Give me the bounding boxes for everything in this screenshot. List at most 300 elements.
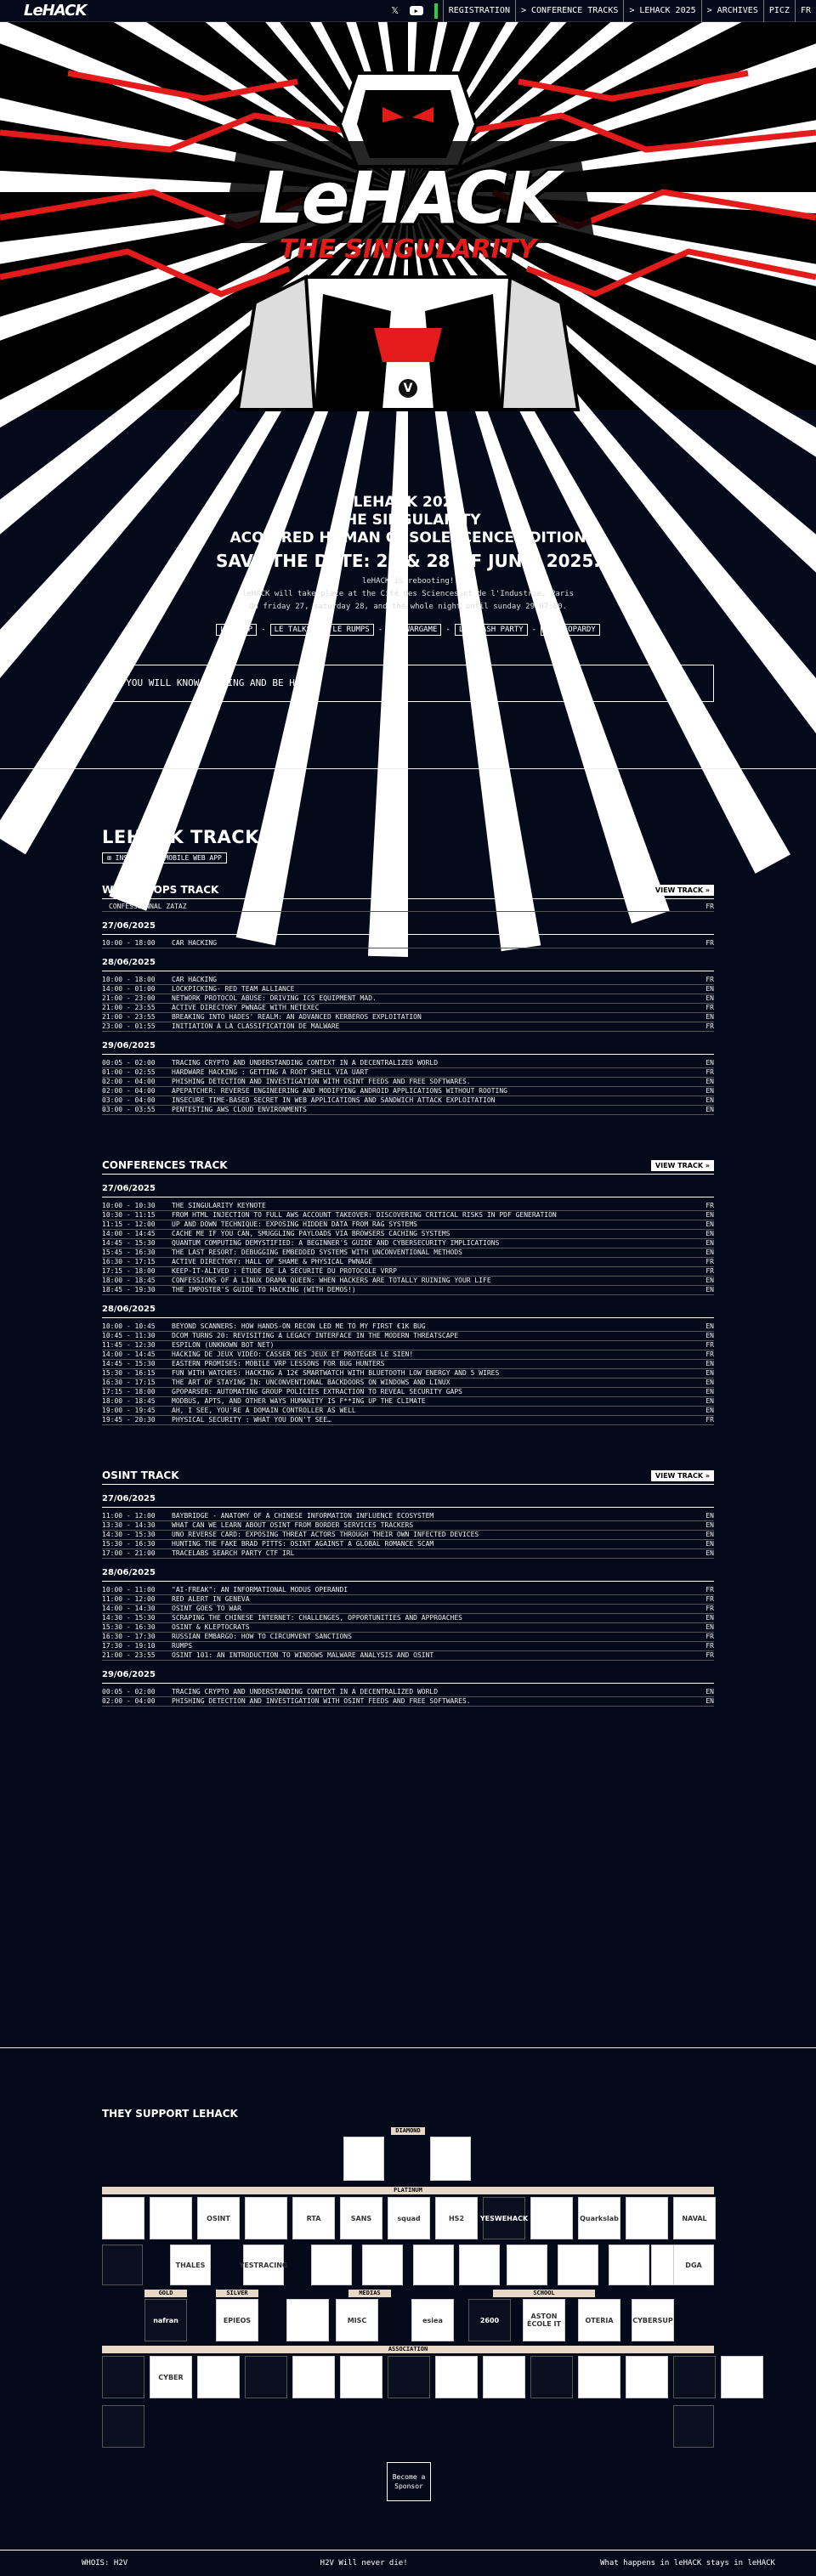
link-wargame[interactable]: LE WARGAME bbox=[387, 624, 441, 636]
session-lang: EN bbox=[706, 1286, 714, 1294]
day-heading: 29/06/2025 bbox=[102, 1041, 714, 1055]
session-row[interactable] bbox=[102, 1379, 714, 1388]
session-time: 02:00 - 04:00 bbox=[102, 1078, 156, 1085]
session-time: 19:45 - 20:30 bbox=[102, 1416, 156, 1424]
session-name: CAR HACKING bbox=[172, 976, 217, 983]
session-row[interactable] bbox=[102, 1549, 714, 1559]
session-time: 16:30 - 17:15 bbox=[102, 1379, 156, 1386]
session-time: 11:00 - 12:00 bbox=[102, 1512, 156, 1520]
tracks-section bbox=[0, 769, 816, 2048]
session-time: 11:00 - 12:00 bbox=[102, 1595, 156, 1603]
sponsors-section bbox=[0, 2048, 816, 2524]
nav-item-lang[interactable]: FR bbox=[795, 0, 816, 22]
session-lang: FR bbox=[706, 903, 714, 910]
session-lang: EN bbox=[706, 1407, 714, 1414]
session-name: DCOM TURNS 20: REVISITING A LEGACY INTERFACE IN THE MODERN THREATSCAPE bbox=[172, 1332, 459, 1339]
session-lang: EN bbox=[706, 1623, 714, 1631]
sponsor-logo[interactable]: HS2 bbox=[435, 2197, 478, 2239]
tier-platinum: PLATINUM bbox=[102, 2187, 714, 2194]
session-row[interactable] bbox=[102, 1022, 714, 1032]
session-name: BREAKING INTO HADES' REALM: AN ADVANCED KERBEROS EXPLOITATION bbox=[172, 1013, 422, 1021]
session-time: 03:00 - 04:00 bbox=[102, 1096, 156, 1104]
session-row[interactable] bbox=[102, 1013, 714, 1022]
link-shop[interactable]: LE SHOP bbox=[216, 624, 257, 636]
sponsor-logo[interactable] bbox=[430, 2137, 471, 2181]
session-time: 21:00 - 23:55 bbox=[102, 1013, 156, 1021]
sponsor-logo[interactable]: CYBERSUP bbox=[632, 2299, 674, 2341]
footer-center: H2V Will never die! bbox=[320, 2559, 408, 2568]
session-time: 14:45 - 15:30 bbox=[102, 1239, 156, 1247]
session-lang: FR bbox=[706, 1586, 714, 1594]
day-heading: 29/06/2025 bbox=[102, 1670, 714, 1684]
sponsor-logo[interactable] bbox=[245, 2356, 287, 2398]
session-lang: EN bbox=[706, 1096, 714, 1104]
session-lang: FR bbox=[706, 1004, 714, 1011]
session-name: TRACING CRYPTO AND UNDERSTANDING CONTEXT IN A DECENTRALIZED WORLD bbox=[172, 1688, 439, 1696]
session-row[interactable] bbox=[102, 1087, 714, 1096]
session-name: PENTESTING AWS CLOUD ENVIRONMENTS bbox=[172, 1106, 307, 1113]
session-time: 14:30 - 15:30 bbox=[102, 1614, 156, 1622]
session-lang: FR bbox=[706, 1651, 714, 1659]
session-time: 00:05 - 02:00 bbox=[102, 1688, 156, 1696]
session-time: 10:30 - 11:15 bbox=[102, 1211, 156, 1219]
session-time: 18:45 - 19:30 bbox=[102, 1286, 156, 1294]
sponsor-logo[interactable] bbox=[609, 2245, 649, 2285]
session-row[interactable] bbox=[102, 903, 714, 912]
session-name: RUMPS bbox=[172, 1642, 193, 1650]
sponsor-logo[interactable] bbox=[578, 2356, 620, 2398]
session-name: QUANTUM COMPUTING DEMYSTIFIED: A BEGINNER'S GUIDE AND CYBERSECURITY IMPLICATIONS bbox=[172, 1239, 500, 1247]
session-name: SCRAPING THE CHINESE INTERNET: CHALLENGES, OPPORTUNITIES AND APPROACHES bbox=[172, 1614, 462, 1622]
track-header bbox=[102, 1469, 714, 1485]
sponsor-logo[interactable] bbox=[530, 2356, 573, 2398]
session-time: 14:00 - 14:45 bbox=[102, 1230, 156, 1237]
nav-item-picz[interactable]: PICZ bbox=[763, 0, 795, 22]
session-time: 14:45 - 15:30 bbox=[102, 1360, 156, 1367]
session-lang: FR bbox=[706, 1068, 714, 1076]
session-row[interactable] bbox=[102, 1614, 714, 1623]
session-row[interactable] bbox=[102, 1407, 714, 1416]
session-row[interactable] bbox=[102, 1341, 714, 1350]
footer-right: What happens in leHACK stays in leHACK bbox=[600, 2559, 775, 2568]
track-header bbox=[102, 1159, 714, 1175]
session-time: 14:30 - 15:30 bbox=[102, 1531, 156, 1538]
session-time: 21:00 - 23:00 bbox=[102, 994, 156, 1002]
session-name: RED ALERT IN GENEVA bbox=[172, 1595, 250, 1603]
session-name: INSECURE TIME-BASED SECRET IN WEB APPLICATIONS AND SANDWICH ATTACK EXPLOITATION bbox=[172, 1096, 496, 1104]
sponsor-logo[interactable] bbox=[343, 2137, 384, 2181]
sponsor-logo[interactable] bbox=[286, 2299, 329, 2341]
track-title: OSINT TRACK bbox=[102, 1469, 179, 1481]
session-row[interactable] bbox=[102, 1369, 714, 1379]
session-row[interactable] bbox=[102, 1239, 714, 1248]
sponsor-logo[interactable] bbox=[102, 2245, 143, 2285]
session-name: ACTIVE DIRECTORY: HALL OF SHAME & PHYSICAL PWNAGE bbox=[172, 1258, 373, 1265]
site-logo[interactable]: LeHACK bbox=[24, 2, 87, 20]
day-heading: 27/06/2025 bbox=[102, 1494, 714, 1508]
session-row[interactable] bbox=[102, 1248, 714, 1258]
session-lang: FR bbox=[706, 1633, 714, 1640]
view-track-button[interactable]: VIEW TRACK » bbox=[651, 1160, 714, 1171]
intro-heading-3: ACQUIRED HUMAN OBSOLESCENCE EDITION bbox=[230, 529, 586, 546]
youtube-icon[interactable]: ▶ bbox=[410, 6, 423, 15]
tier-gold: GOLD bbox=[144, 2290, 187, 2297]
tier-silver: SILVER bbox=[216, 2290, 258, 2297]
session-lang: EN bbox=[706, 1521, 714, 1529]
day-heading: 28/06/2025 bbox=[102, 1568, 714, 1582]
session-name: FROM HTML INJECTION TO FULL AWS ACCOUNT TAKEOVER: DISCOVERING CRITICAL RISKS IN PDF GENERATION bbox=[172, 1211, 557, 1219]
session-row[interactable] bbox=[102, 1202, 714, 1211]
sponsor-logo[interactable]: SANS bbox=[340, 2197, 382, 2239]
hero-subtitle: THE SINGULARITY bbox=[279, 235, 537, 264]
session-lang: FR bbox=[706, 1416, 714, 1424]
session-time: 14:00 - 14:45 bbox=[102, 1350, 156, 1358]
session-name: EASTERN PROMISES: MOBILE VRP LESSONS FOR BUG HUNTERS bbox=[172, 1360, 385, 1367]
track-title: CONFERENCES TRACK bbox=[102, 1159, 228, 1171]
session-time: 17:30 - 19:10 bbox=[102, 1642, 156, 1650]
link-talks[interactable]: LE TALKS bbox=[270, 624, 315, 636]
session-name: THE ART OF STAYING IN: UNCONVENTIONAL BACKDOORS ON WINDOWS AND LINUX bbox=[172, 1379, 450, 1386]
session-time: 02:00 - 04:00 bbox=[102, 1697, 156, 1705]
sponsor-logo[interactable] bbox=[435, 2356, 478, 2398]
session-time: 13:30 - 14:30 bbox=[102, 1521, 156, 1529]
session-lang: FR bbox=[706, 976, 714, 983]
intro-text bbox=[0, 575, 816, 614]
session-name: TRACING CRYPTO AND UNDERSTANDING CONTEXT IN A DECENTRALIZED WORLD bbox=[172, 1059, 439, 1067]
session-time: 18:00 - 18:45 bbox=[102, 1397, 156, 1405]
hero-title: LeHACK bbox=[258, 156, 558, 240]
session-row[interactable] bbox=[102, 939, 714, 948]
intro-links: LE SHOP - LE TALKS - LE RUMPS - LE WARGAME - LE CRASH PARTY - LE JEOPARDY bbox=[0, 624, 816, 636]
session-name: UNO REVERSE CARD: EXPOSING THREAT ACTORS THROUGH THEIR OWN INFECTED DEVICES bbox=[172, 1531, 479, 1538]
session-row[interactable] bbox=[102, 1106, 714, 1115]
session-time: 19:00 - 19:45 bbox=[102, 1407, 156, 1414]
tier-medias: MEDIAS bbox=[348, 2290, 391, 2297]
intro-heading-1: LEHACK 2025 bbox=[353, 494, 463, 511]
link-rumps[interactable]: LE RUMPS bbox=[328, 624, 373, 636]
sponsor-logo[interactable]: esiea bbox=[411, 2299, 454, 2341]
session-lang: FR bbox=[706, 1022, 714, 1030]
session-row[interactable] bbox=[102, 1096, 714, 1106]
session-row[interactable] bbox=[102, 1277, 714, 1286]
session-time: 10:00 - 18:00 bbox=[102, 976, 156, 983]
sponsor-logo[interactable] bbox=[507, 2245, 547, 2285]
session-name: CACHE ME IF YOU CAN, SMUGGLING PAYLOADS VIA BROWSERS CACHING SYSTEMS bbox=[172, 1230, 450, 1237]
session-name: FUN WITH WATCHES: HACKING A 12€ SMARTWATCH WITH BLUETOOTH LOW ENERGY AND 5 WIRES bbox=[172, 1369, 500, 1377]
sponsor-logo[interactable]: NAVAL bbox=[673, 2197, 716, 2239]
sponsor-logo[interactable] bbox=[311, 2245, 352, 2285]
sponsor-logo[interactable]: nafran bbox=[144, 2299, 187, 2341]
session-time: 10:00 - 11:00 bbox=[102, 1586, 156, 1594]
sponsor-logo[interactable] bbox=[388, 2356, 430, 2398]
session-lang: EN bbox=[706, 1106, 714, 1113]
session-lang: EN bbox=[706, 1512, 714, 1520]
session-row[interactable] bbox=[102, 1416, 714, 1425]
session-lang: EN bbox=[706, 1549, 714, 1557]
session-lang: EN bbox=[706, 1087, 714, 1095]
session-lang: EN bbox=[706, 1059, 714, 1067]
intro-heading-2: THE SINGULARITY bbox=[335, 512, 481, 529]
session-lang: EN bbox=[706, 1369, 714, 1377]
session-time: 17:15 - 18:00 bbox=[102, 1388, 156, 1396]
sponsor-logo[interactable]: YESWEHACK bbox=[483, 2197, 525, 2239]
track-2 bbox=[102, 1469, 714, 1707]
tier-association: ASSOCIATION bbox=[102, 2346, 714, 2353]
session-row[interactable] bbox=[102, 1322, 714, 1332]
session-name: KEEP-IT-ALIVED : ÉTUDE DE LA SÉCURITÉ DU PROTOCOLE VRRP bbox=[172, 1267, 397, 1275]
session-time: 15:45 - 16:30 bbox=[102, 1248, 156, 1256]
session-name: CONFESSIONNAL ZATAZ bbox=[109, 903, 187, 910]
nav-item-registration[interactable]: REGISTRATION bbox=[443, 0, 515, 22]
session-name: BAYBRIDGE - ANATOMY OF A CHINESE INFORMATION INFLUENCE ECOSYSTEM bbox=[172, 1512, 434, 1520]
x-icon[interactable]: 𝕏 bbox=[391, 5, 400, 16]
session-row[interactable] bbox=[102, 1397, 714, 1407]
session-name: LOCKPICKING- RED TEAM ALLIANCE bbox=[172, 985, 295, 993]
sponsor-logo[interactable] bbox=[530, 2197, 573, 2239]
hero-banner bbox=[0, 22, 816, 410]
session-lang: FR bbox=[706, 1642, 714, 1650]
session-name: AH, I SEE, YOU'RE A DOMAIN CONTROLLER AS WELL bbox=[172, 1407, 356, 1414]
sponsor-logo[interactable]: THALES bbox=[170, 2245, 211, 2285]
sponsor-logo[interactable] bbox=[459, 2245, 500, 2285]
session-row[interactable] bbox=[102, 1642, 714, 1651]
session-name: GPOPARSER: AUTOMATING GROUP POLICIES EXTRACTION TO REVEAL SECURITY GAPS bbox=[172, 1388, 462, 1396]
sponsor-logo[interactable]: OTERIA bbox=[578, 2299, 620, 2341]
sponsor-logo[interactable] bbox=[626, 2356, 668, 2398]
session-lang: EN bbox=[706, 1360, 714, 1367]
session-row[interactable] bbox=[102, 1651, 714, 1661]
view-track-button[interactable]: VIEW TRACK » bbox=[651, 885, 714, 896]
session-lang: EN bbox=[706, 1397, 714, 1405]
session-name: HARDWARE HACKING : GETTING A ROOT SHELL VIA UART bbox=[172, 1068, 369, 1076]
session-lang: FR bbox=[706, 1595, 714, 1603]
sponsor-logo[interactable]: ASTON ÉCOLE IT bbox=[523, 2299, 565, 2341]
top-nav bbox=[0, 0, 816, 22]
view-track-button[interactable]: VIEW TRACK » bbox=[651, 1470, 714, 1481]
intro-line-2: leHACK will take place at the Cité des Sciences et de l'Industrie, Paris bbox=[241, 590, 575, 598]
session-time: 00:05 - 02:00 bbox=[102, 1059, 156, 1067]
session-lang: EN bbox=[706, 1211, 714, 1219]
session-lang: EN bbox=[706, 1322, 714, 1330]
session-lang: EN bbox=[706, 1220, 714, 1228]
session-name: THE SINGULARITY KEYNOTE bbox=[172, 1202, 266, 1209]
session-lang: FR bbox=[706, 1258, 714, 1265]
session-row[interactable] bbox=[102, 1521, 714, 1531]
session-name: OSINT & KLEPTOCRATS bbox=[172, 1623, 250, 1631]
link-crash-party[interactable]: LE CRASH PARTY bbox=[455, 624, 528, 636]
sponsor-logo[interactable]: Quarkslab bbox=[578, 2197, 620, 2239]
nav-item-lehack-2025[interactable]: > LEHACK 2025 bbox=[623, 0, 700, 22]
tier-school: SCHOOL bbox=[493, 2290, 595, 2297]
session-row[interactable] bbox=[102, 1697, 714, 1707]
session-lang: EN bbox=[706, 1540, 714, 1548]
sponsor-logo[interactable] bbox=[150, 2197, 192, 2239]
sponsor-logo[interactable]: DGA bbox=[673, 2245, 714, 2285]
session-row[interactable] bbox=[102, 1230, 714, 1239]
session-name: UP AND DOWN TECHNIQUE: EXPOSING HIDDEN DATA FROM RAG SYSTEMS bbox=[172, 1220, 417, 1228]
session-time: 14:00 - 01:00 bbox=[102, 985, 156, 993]
session-lang: EN bbox=[706, 1379, 714, 1386]
session-row[interactable] bbox=[102, 1332, 714, 1341]
session-lang: EN bbox=[706, 1388, 714, 1396]
session-row[interactable] bbox=[102, 1512, 714, 1521]
become-sponsor-button[interactable]: Become a Sponsor bbox=[387, 2462, 431, 2501]
sponsor-logo[interactable]: squad bbox=[388, 2197, 430, 2239]
sponsor-logo[interactable] bbox=[626, 2197, 668, 2239]
session-row[interactable] bbox=[102, 994, 714, 1004]
nav-item-archives[interactable]: > ARCHIVES bbox=[701, 0, 763, 22]
session-row[interactable] bbox=[102, 1004, 714, 1013]
session-name: WHAT CAN WE LEARN ABOUT OSINT FROM BORDER SERVICES TRACKERS bbox=[172, 1521, 414, 1529]
footer bbox=[0, 2550, 816, 2576]
session-lang: FR bbox=[706, 1202, 714, 1209]
session-time: 17:00 - 21:00 bbox=[102, 1549, 156, 1557]
status-bar-icon bbox=[434, 3, 438, 19]
session-lang: EN bbox=[706, 1013, 714, 1021]
session-time: 23:00 - 01:55 bbox=[102, 1022, 156, 1030]
session-name: CONFESSIONS OF A LINUX DRAMA QUEEN: WHEN HACKERS ARE TOTALLY RUINING YOUR LIFE bbox=[172, 1277, 491, 1284]
session-lang: EN bbox=[706, 1230, 714, 1237]
session-row[interactable] bbox=[102, 1540, 714, 1549]
session-time: 10:00 - 18:00 bbox=[102, 939, 156, 947]
track-title: WORKSHOPS TRACK bbox=[102, 884, 219, 896]
session-row[interactable] bbox=[102, 1388, 714, 1397]
sponsor-logo[interactable]: MISC bbox=[336, 2299, 378, 2341]
sponsor-logo[interactable] bbox=[340, 2356, 382, 2398]
session-row[interactable] bbox=[102, 1286, 714, 1295]
sponsor-logo[interactable] bbox=[102, 2197, 144, 2239]
session-row[interactable] bbox=[102, 1595, 714, 1605]
session-time: 10:00 - 10:30 bbox=[102, 1202, 156, 1209]
sponsor-logo[interactable] bbox=[102, 2405, 144, 2448]
session-lang: EN bbox=[706, 994, 714, 1002]
day-heading: 28/06/2025 bbox=[102, 958, 714, 971]
session-name: APEPATCHER: REVERSE ENGINEERING AND MODIFYING ANDROID APPLICATIONS WITHOUT ROOTING bbox=[172, 1087, 507, 1095]
session-row[interactable] bbox=[102, 976, 714, 985]
session-name: ACTIVE DIRECTORY PWNAGE WITH NETEXEC bbox=[172, 1004, 320, 1011]
sponsor-logo[interactable] bbox=[721, 2356, 763, 2398]
track-header bbox=[102, 884, 714, 899]
session-time: 01:00 - 02:55 bbox=[102, 1068, 156, 1076]
sponsor-logo[interactable] bbox=[292, 2356, 335, 2398]
session-lang: EN bbox=[706, 1277, 714, 1284]
session-row[interactable] bbox=[102, 1059, 714, 1068]
sponsor-logo[interactable] bbox=[245, 2197, 287, 2239]
session-name: THE LAST RESORT: DEBUGGING EMBEDDED SYSTEMS WITH UNCONVENTIONAL METHODS bbox=[172, 1248, 462, 1256]
session-name: BEYOND SCANNERS: HOW HANDS-ON RECON LED ME TO MY FIRST €1K BUG bbox=[172, 1322, 426, 1330]
day-heading: 27/06/2025 bbox=[102, 921, 714, 935]
session-row[interactable] bbox=[102, 1350, 714, 1360]
session-name: OSINT GOES TO WAR bbox=[172, 1605, 241, 1612]
session-row[interactable] bbox=[102, 1220, 714, 1230]
session-time: 11:15 - 12:00 bbox=[102, 1220, 156, 1228]
session-name: PHYSICAL SECURITY : WHAT YOU DON'T SEE… bbox=[172, 1416, 332, 1424]
session-row[interactable] bbox=[102, 985, 714, 994]
v-badge-icon: V bbox=[397, 377, 419, 399]
session-row[interactable] bbox=[102, 1688, 714, 1697]
session-name: THE IMPOSTER'S GUIDE TO HACKING (WITH DEMOS!) bbox=[172, 1286, 356, 1294]
session-row[interactable] bbox=[102, 1531, 714, 1540]
sponsor-logo[interactable]: CYBER bbox=[150, 2356, 192, 2398]
session-name: ESPILON (UNKNOWN BOT NET) bbox=[172, 1341, 275, 1349]
sponsors-title: THEY SUPPORT LEHACK bbox=[102, 2108, 238, 2120]
intro-line-1: leHACK is rebooting! bbox=[361, 577, 455, 586]
sponsor-logo[interactable] bbox=[483, 2356, 525, 2398]
intro-section bbox=[0, 412, 816, 769]
session-name: TRACELABS SEARCH PARTY CTF IRL bbox=[172, 1549, 295, 1557]
session-row[interactable] bbox=[102, 1068, 714, 1078]
session-name: MODBUS, APTS, AND OTHER WAYS HUMANITY IS F**ING UP THE CLIMATE bbox=[172, 1397, 426, 1405]
session-name: HACKING DE JEUX VIDÉO: CASSER DES JEUX ET PROTÉGER LE SIEN! bbox=[172, 1350, 414, 1358]
session-time: 10:00 - 10:45 bbox=[102, 1322, 156, 1330]
sponsor-logo[interactable] bbox=[413, 2245, 454, 2285]
session-lang: EN bbox=[706, 1531, 714, 1538]
session-time: 02:00 - 04:00 bbox=[102, 1087, 156, 1095]
session-time: 03:00 - 03:55 bbox=[102, 1106, 156, 1113]
session-lang: FR bbox=[706, 1341, 714, 1349]
session-name: OSINT 101: AN INTRODUCTION TO WINDOWS MALWARE ANALYSIS AND OSINT bbox=[172, 1651, 434, 1659]
day-heading: 27/06/2025 bbox=[102, 1184, 714, 1197]
session-row[interactable] bbox=[102, 1360, 714, 1369]
nav-item-conference-tracks[interactable]: > CONFERENCE TRACKS bbox=[515, 0, 623, 22]
tracks-container bbox=[102, 827, 714, 1707]
sponsor-logo[interactable] bbox=[673, 2356, 716, 2398]
session-time: 21:00 - 23:55 bbox=[102, 1004, 156, 1011]
sponsor-logo[interactable]: YESTRACING bbox=[243, 2245, 284, 2285]
session-row[interactable] bbox=[102, 1078, 714, 1087]
install-app-button[interactable]: ⊞ INSTALLABLE MOBILE WEB APP bbox=[102, 852, 227, 863]
session-row[interactable] bbox=[102, 1267, 714, 1277]
details-toggle[interactable]: ▸ YOU WILL KNOW NOTHING AND BE HAPPY bbox=[102, 665, 714, 702]
sponsor-logo[interactable] bbox=[558, 2245, 598, 2285]
session-lang: EN bbox=[706, 1332, 714, 1339]
session-row[interactable] bbox=[102, 1258, 714, 1267]
sponsor-logo[interactable]: OSINT bbox=[197, 2197, 240, 2239]
sponsor-logo[interactable] bbox=[673, 2405, 714, 2448]
session-name: INITIATION À LA CLASSIFICATION DE MALWARE bbox=[172, 1022, 340, 1030]
intro-line-3: On friday 27, saturday 28, and the whole night until sunday 29 07:00. bbox=[249, 603, 567, 611]
sponsor-logo[interactable]: 2600 bbox=[468, 2299, 511, 2341]
sponsor-logo[interactable] bbox=[102, 2356, 144, 2398]
session-lang: FR bbox=[706, 939, 714, 947]
session-lang: FR bbox=[706, 1350, 714, 1358]
session-lang: EN bbox=[706, 985, 714, 993]
link-jeopardy[interactable]: LE JEOPARDY bbox=[541, 624, 600, 636]
session-time: 15:30 - 16:30 bbox=[102, 1623, 156, 1631]
session-lang: EN bbox=[706, 1239, 714, 1247]
session-time bbox=[102, 903, 109, 911]
session-row[interactable] bbox=[102, 1633, 714, 1642]
sponsor-logo[interactable]: RTA bbox=[292, 2197, 335, 2239]
sponsor-logo[interactable] bbox=[362, 2245, 403, 2285]
session-row[interactable] bbox=[102, 1586, 714, 1595]
footer-left: WHOIS: H2V bbox=[82, 2559, 128, 2568]
tier-diamond: DIAMOND bbox=[391, 2127, 425, 2135]
session-name: CAR HACKING bbox=[172, 939, 217, 947]
session-time: 10:45 - 11:30 bbox=[102, 1332, 156, 1339]
sponsor-logo[interactable]: EPIEOS bbox=[216, 2299, 258, 2341]
session-time: 15:30 - 16:15 bbox=[102, 1369, 156, 1377]
save-the-date: SAVE THE DATE: 27 & 28 OF JUNE, 2025. bbox=[216, 551, 600, 571]
sponsor-logo[interactable] bbox=[197, 2356, 240, 2398]
session-time: 18:00 - 18:45 bbox=[102, 1277, 156, 1284]
session-lang: EN bbox=[706, 1614, 714, 1622]
session-row[interactable] bbox=[102, 1211, 714, 1220]
session-row[interactable] bbox=[102, 1605, 714, 1614]
session-row[interactable] bbox=[102, 1623, 714, 1633]
session-lang: FR bbox=[706, 1605, 714, 1612]
session-lang: FR bbox=[706, 1267, 714, 1275]
